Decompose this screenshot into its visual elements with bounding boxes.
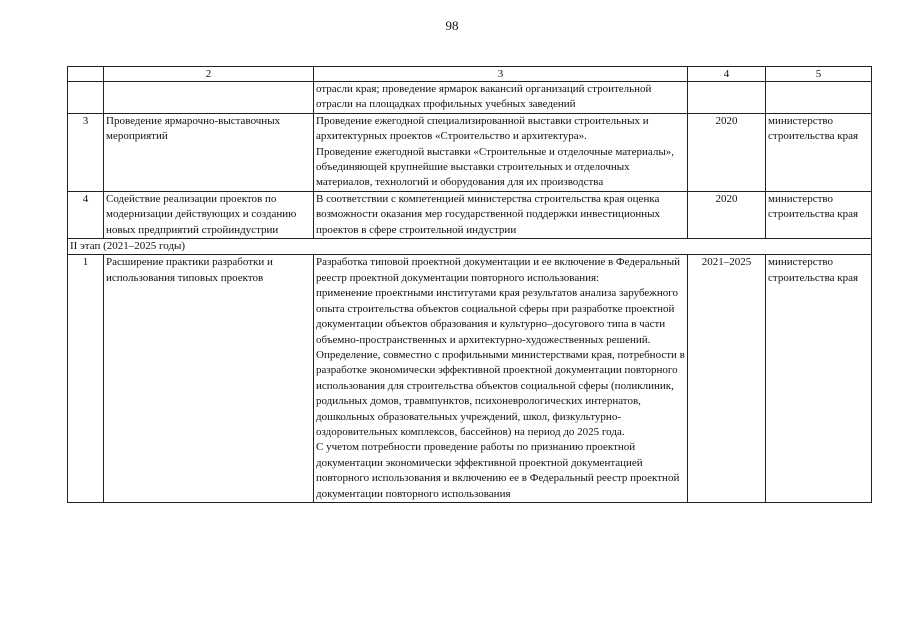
row-responsible: министерство строительства края: [766, 191, 872, 238]
stage-row: [68, 239, 872, 255]
row-content: [314, 113, 688, 191]
row-number: 3: [68, 113, 104, 191]
row-year: 2020: [688, 191, 766, 238]
row-responsible: министерство строительства края: [766, 113, 872, 191]
content-paragraph: С учетом потребности проведение работы по признанию проектной документации экономически эффективной проектной документацией повторного использования и включению ее в Федеральный реестр проектной документации повторного использования: [316, 441, 680, 500]
header-col-4: 4: [688, 67, 766, 82]
table-row: [68, 191, 872, 238]
measures-table: [67, 66, 872, 503]
row-event: Содействие реализации проектов по модернизации действующих и созданию новых предприятий стройиндустрии: [104, 191, 314, 238]
row-year: 2021–2025: [688, 255, 766, 503]
content-paragraph: Определение, совместно с профильными министерствами края, потребности в разработке экономически эффективной проектной документации повторного использования для строительства объектов социальной сферы (поликлиник, родильных домов, травмпунктов, психоневрологических интернатов, дошкольных образовательных учреждений, школ, физкультурно-оздоровительных комплексов, бассейнов) на период до 2025 года.: [316, 348, 685, 438]
page-number: 98: [445, 18, 459, 33]
table-row: [68, 113, 872, 191]
content-paragraph: применение проектными институтами края результатов анализа зарубежного опыта строительства объектов социальной сферы при разработке проектной документации объектов образования и культурно–досугового типа в части объемно-пространственных и архитектурно-художественных решений.: [316, 287, 679, 346]
header-col-5: 5: [766, 67, 872, 82]
row-content: [314, 255, 688, 503]
header-col-3: 3: [314, 67, 688, 82]
table-row: [68, 82, 872, 114]
row-content: [314, 191, 688, 238]
row-number: 1: [68, 255, 104, 503]
table-header-row: [68, 67, 872, 82]
content-paragraph: Проведение ежегодной выставки «Строительные и отделочные материалы», объединяющей крупнейшие выставки строительных и отделочных материалов, технологий и оборудования для их производства: [316, 145, 674, 189]
row-responsible: министерство строительства края: [766, 255, 872, 503]
row-event: Расширение практики разработки и использования типовых проектов: [104, 255, 314, 503]
content-paragraph: В соответствии с компетенцией министерства строительства края оценка возможности оказания мер государственной поддержки инвестиционных проектов в сфере строительной индустрии: [316, 192, 660, 236]
content-paragraph: Проведение ежегодной специализированной выставки строительных и архитектурных проектов «Строительство и архитектура».: [316, 114, 649, 143]
row-content: отрасли края; проведение ярмарок вакансий организаций строительной отрасли на площадках профильных учебных заведений: [314, 82, 688, 114]
stage-title: II этап (2021–2025 годы): [68, 239, 872, 255]
row-number: 4: [68, 191, 104, 238]
header-col-2: 2: [104, 67, 314, 82]
row-year: 2020: [688, 113, 766, 191]
table-row: [68, 255, 872, 503]
row-event: Проведение ярмарочно-выставочных мероприятий: [104, 113, 314, 191]
header-col-1: [68, 67, 104, 82]
content-paragraph: Разработка типовой проектной документации и ее включение в Федеральный реестр проектной документации повторного использования:: [316, 256, 680, 284]
